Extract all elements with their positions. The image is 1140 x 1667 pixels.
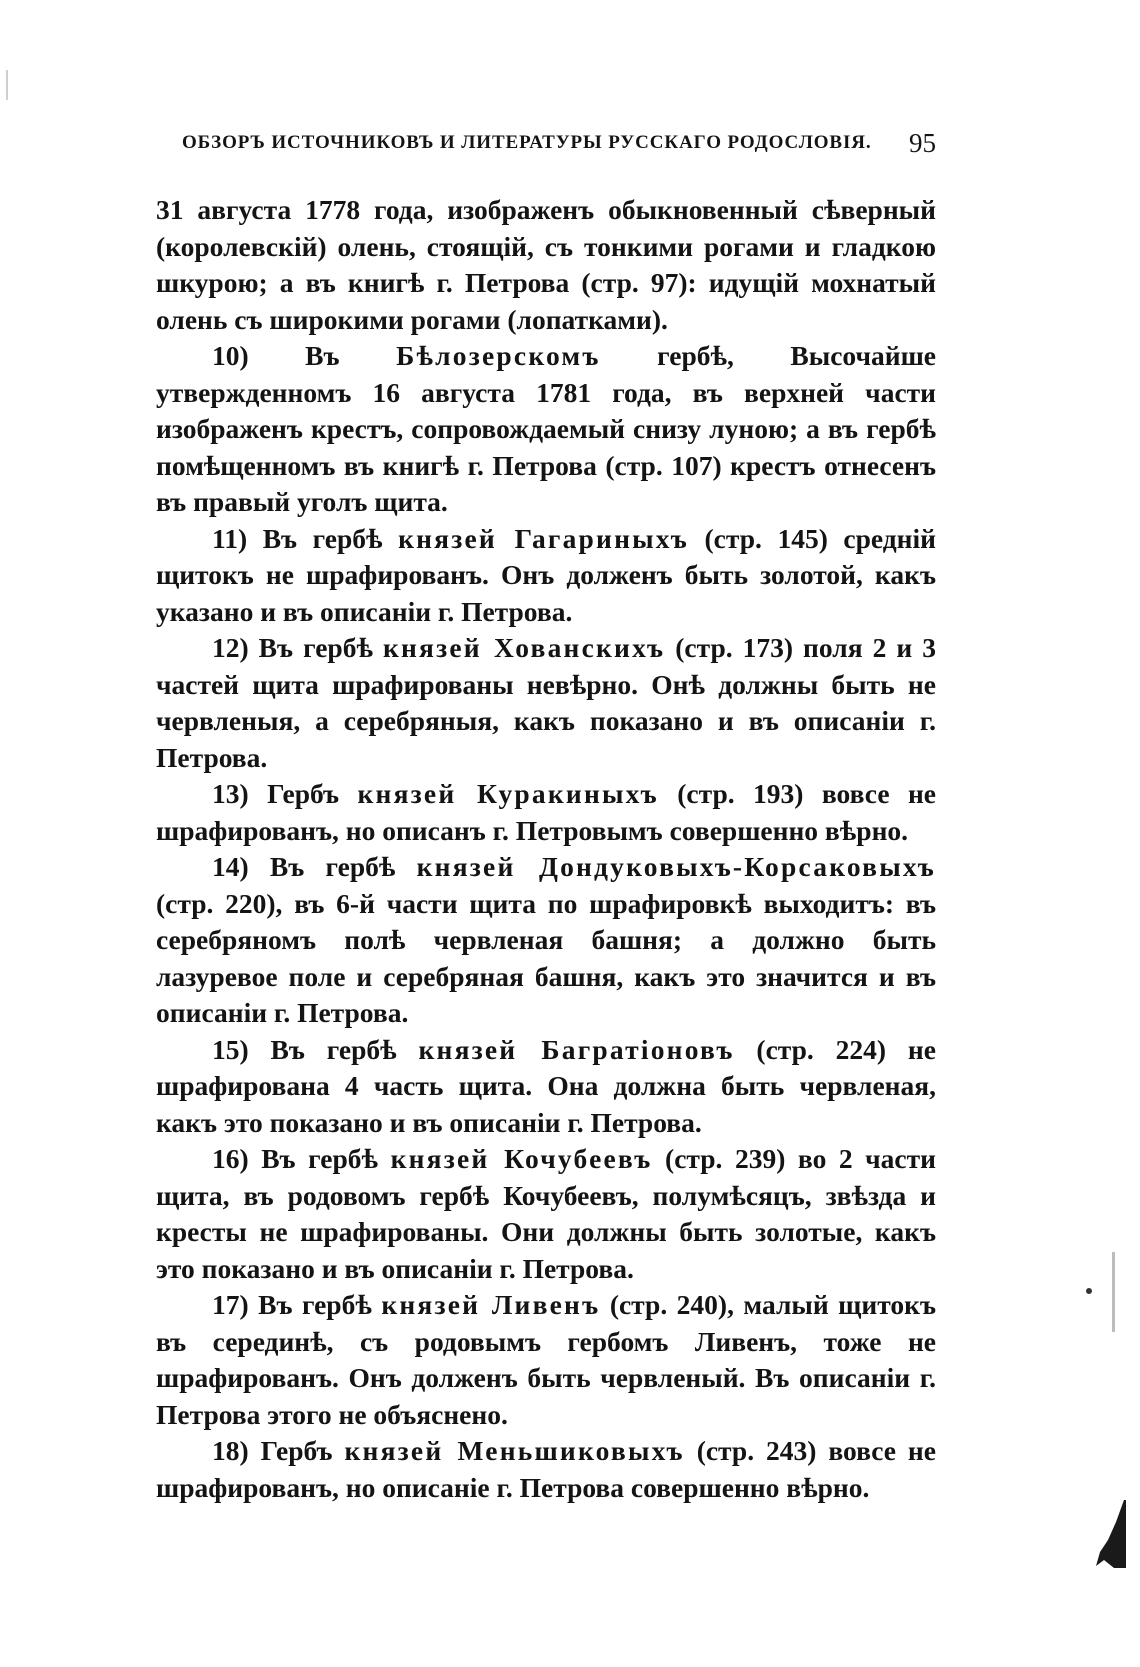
paragraph-17 [156,1287,936,1433]
paragraph-text: гербѣ, Высочайше утвержденномъ 16 августа 1781 года, въ верхней части изображенъ крестъ, сопровождаемый снизу луною; а въ гербѣ помѣщенномъ въ книгѣ г. Петрова (стр. 107) крестъ отнесенъ въ правый уголъ щита. [156,340,936,517]
emphasized-name: Бѣлозерскомъ [396,340,601,371]
paragraph-14 [156,849,936,1032]
paragraph-15 [156,1032,936,1142]
scan-edge-mark [6,70,8,100]
paragraph-text: 13) Гербъ [212,778,358,809]
paragraph-text: 10) Въ [212,340,397,371]
emphasized-name: князей Багратіоновъ [418,1033,735,1065]
emphasized-name: князей Куракиныхъ [357,778,659,809]
paragraph-text: (стр. 145) средній щитокъ не шрафированъ. Онъ долженъ быть золотой, какъ указано и въ описаніи г. Петрова. [156,522,936,627]
page-header [182,128,936,164]
emphasized-name: князей Дондуковыхъ-Корсаковыхъ [416,851,936,882]
paragraph-13 [156,776,936,849]
body-text [156,192,936,1506]
running-title: ОБЗОРЪ ИСТОЧНИКОВЪ И ЛИТЕРАТУРЫ РУССКАГО РОДОСЛОВІЯ. [182,132,872,153]
emphasized-name: князей Ливенъ [381,1289,601,1320]
page-number: 95 [909,128,936,158]
paragraph-16 [156,1141,936,1287]
scan-edge-mark [1112,1252,1115,1332]
emphasized-name: князей Гагариныхъ [398,522,689,554]
paragraph-text: 14) Въ гербѣ [212,851,417,882]
paragraph-text: 17) Въ гербѣ [212,1289,382,1320]
paragraph-10 [156,338,936,521]
paragraph-text: (стр. 240), малый щитокъ въ серединѣ, съ родовымъ гербомъ Ливенъ, тоже не шрафированъ. Онъ долженъ быть червленый. Въ описаніи г. Петрова этого не объяснено. [156,1289,936,1430]
paragraph-text: (стр. 239) во 2 части щита, въ родовомъ гербѣ Кочубеевъ, полумѣсяцъ, звѣзда и кресты не шрафированы. Они должны быть золотые, какъ это показано и въ описаніи г. Петрова. [156,1143,936,1284]
paragraph-text: 12) Въ гербѣ [212,632,383,663]
paragraph-text: (стр. 220), въ 6-й части щита по шрафировкѣ выходитъ: въ серебряномъ полѣ червленая башня; а должно быть лазуревое поле и серебряная башня, какъ это значится и въ описаніи г. Петрова. [156,887,936,1028]
emphasized-name: князей Меньшиковыхъ [344,1435,685,1466]
emphasized-name: князей Хованскихъ [382,632,666,663]
paragraph-text: (стр. 193) вовсе не шрафированъ, но описанъ г. Петровымъ совершенно вѣрно. [156,778,937,846]
paragraph-text: 16) Въ гербѣ [212,1143,391,1174]
paragraph-18 [156,1433,936,1506]
emphasized-name: князей Кочубеевъ [390,1143,653,1174]
paragraph-text: 18) Гербъ [212,1435,345,1466]
paragraph-text: (стр. 224) не шрафирована 4 часть щита. Она должна быть червленая, какъ это показано и въ описаніи г. Петрова. [156,1033,936,1138]
paragraph-text: 15) Въ гербѣ [212,1033,419,1065]
paragraph-text: 31 августа 1778 года, изображенъ обыкновенный сѣверный (королевскій) олень, стоящій, съ тонкими рогами и гладкою шкурою; а въ книгѣ г. Петрова (стр. 97): идущій мохнатый олень съ широкими рогами (лопатками). [156,194,936,335]
paragraph-text: (стр. 173) поля 2 и 3 частей щита шрафированы невѣрно. Онѣ должны быть не червленыя, а серебряныя, какъ показано и въ описаніи г. Петрова. [156,632,936,773]
scan-ink-blot [1096,1500,1126,1568]
paragraph-12 [156,630,936,776]
paragraph-continuation [156,192,936,338]
scan-speck [1086,1288,1092,1294]
paragraph-11 [156,521,936,631]
paragraph-text: 11) Въ гербѣ [212,522,399,554]
paragraph-text: (стр. 243) вовсе не шрафированъ, но описаніе г. Петрова совершенно вѣрно. [156,1435,936,1503]
